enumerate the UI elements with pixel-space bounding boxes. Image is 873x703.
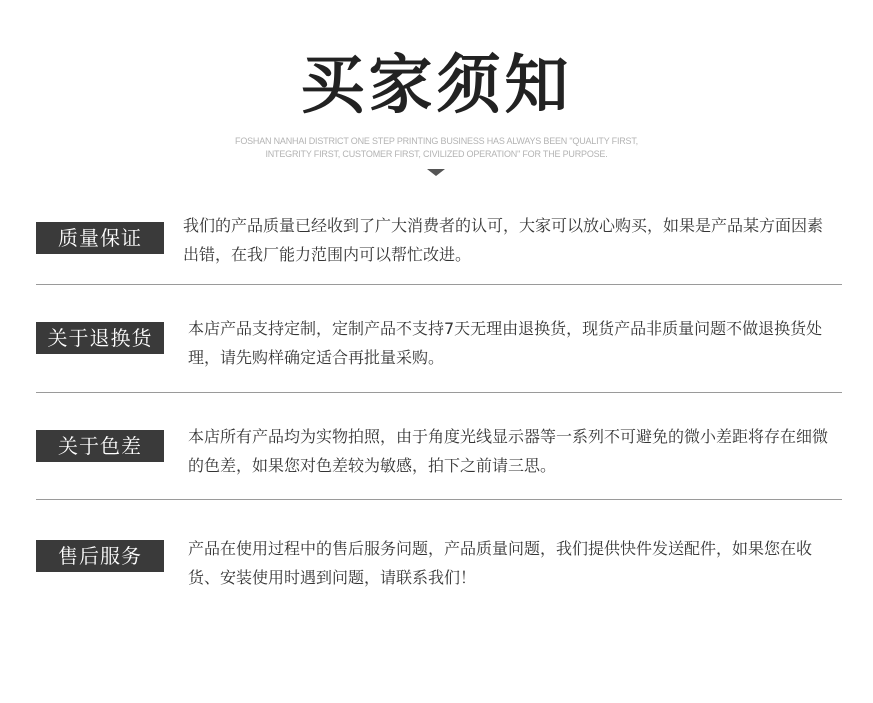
section-badge-after-sales: 售后服务 xyxy=(36,540,164,572)
section-text-quality: 我们的产品质量已经收到了广大消费者的认可，大家可以放心购买，如果是产品某方面因素出错，在我厂能力范围内可以帮忙改进。 xyxy=(183,216,824,264)
section-badge-color-difference: 关于色差 xyxy=(36,430,164,462)
section-badge-returns: 关于退换货 xyxy=(36,322,164,354)
page-subtitle xyxy=(0,135,873,161)
down-arrow-icon xyxy=(427,169,445,176)
section-text-returns: 本店产品支持定制，定制产品不支持7天无理由退换货，现货产品非质量问题不做退换货处理，请先购样确定适合再批量采购。 xyxy=(188,319,823,367)
divider xyxy=(36,392,842,393)
section-text-color-difference: 本店所有产品均为实物拍照，由于角度光线显示器等一系列不可避免的微小差距将存在细微的色差，如果您对色差较为敏感，拍下之前请三思。 xyxy=(188,427,829,475)
section-text-after-sales: 产品在使用过程中的售后服务问题，产品质量问题，我们提供快件发送配件，如果您在收货、安装使用时遇到问题，请联系我们！ xyxy=(188,539,813,587)
subtitle-line-2: INTEGRITY FIRST, CUSTOMER FIRST, CIVILIZED OPERATION" FOR THE PURPOSE. xyxy=(265,149,608,159)
subtitle-line-1: FOSHAN NANHAI DISTRICT ONE STEP PRINTING BUSINESS HAS ALWAYS BEEN "QUALITY FIRST, xyxy=(235,136,638,146)
section-badge-quality: 质量保证 xyxy=(36,222,164,254)
divider xyxy=(36,499,842,500)
page-title: 买家须知 xyxy=(300,49,573,123)
divider xyxy=(36,284,842,285)
